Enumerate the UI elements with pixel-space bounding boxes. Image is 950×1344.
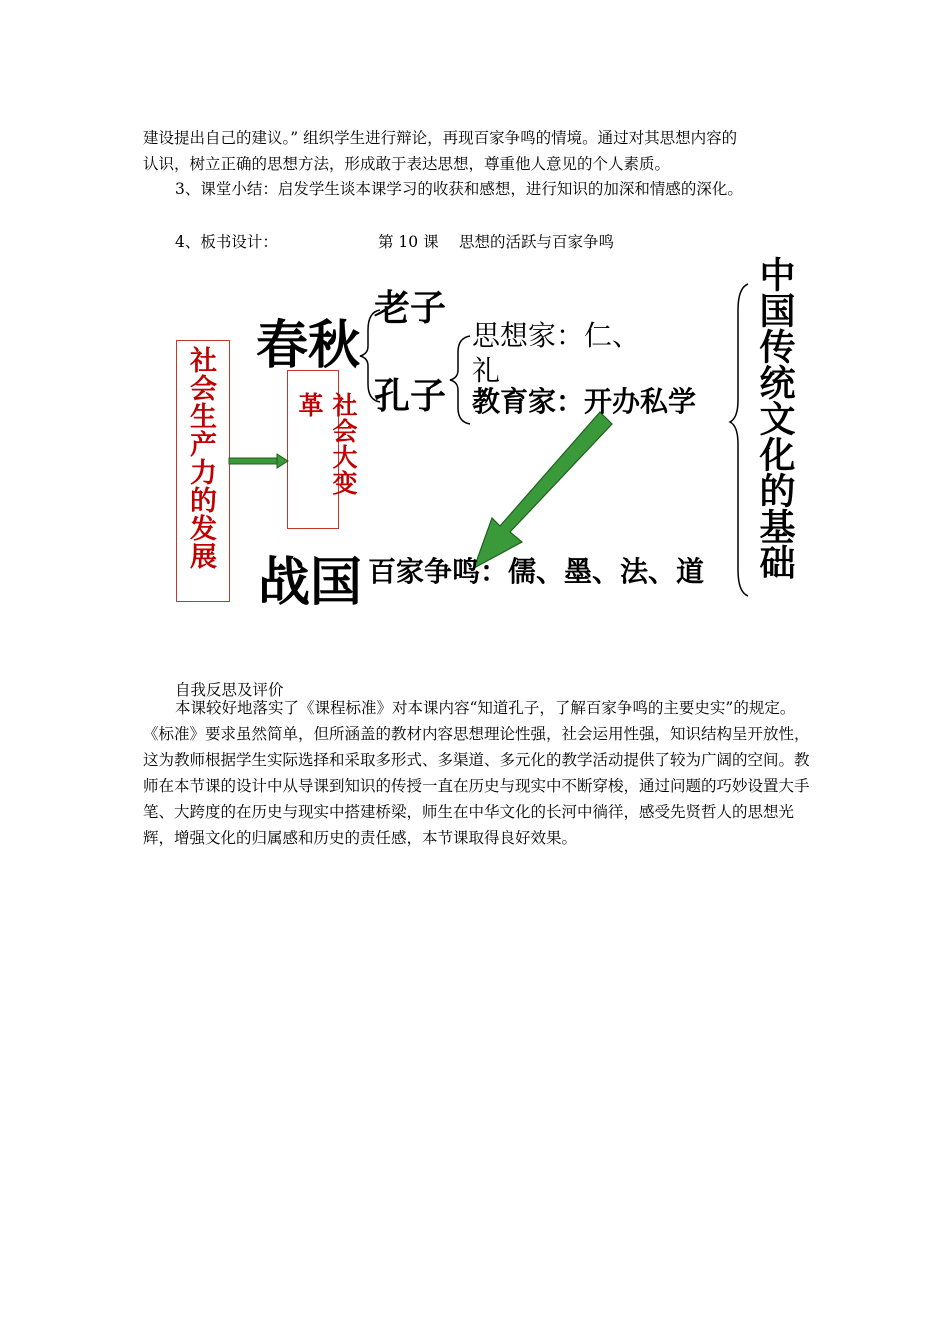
kongzi-brace — [450, 336, 470, 424]
lesson-summary-line: 3、课堂小结：启发学生谈本课学习的收获和感想，进行知识的加深和情感的深化。 — [175, 180, 743, 198]
social-change-text: 社会大变 — [329, 392, 358, 496]
culture-foundation-text: 中国传统文化的基础 — [754, 256, 795, 580]
culture-brace — [730, 284, 748, 596]
reflection-heading: 自我反思及评价 — [175, 681, 284, 699]
kongzi-label: 孔子 — [374, 376, 447, 417]
paragraph-line: 建设提出自己的建议。” 组织学生进行辩论，再现百家争鸣的情境。通过对其思想内容的 — [143, 129, 738, 147]
private-school-arrow — [474, 412, 612, 568]
zhanguo-label: 战国 — [258, 553, 363, 613]
paragraph-line: 认识，树立正确的思想方法，形成敢于表达思想，尊重他人意见的个人素质。 — [143, 155, 671, 173]
productivity-arrow — [229, 454, 288, 468]
reflection-body: 本课较好地落实了《课程标准》对本课内容“知道孔子，了解百家争鸣的主要史实”的规定。《标准》要求虽然简单，但所涵盖的教材内容思想理论性强，社会运用性强，知识结构呈开放性，这为教师根据学生实际选择和采取多形式、多渠道、多元化的教学活动提供了较为广阔的空间。教师在本节课的设计中从导课到知识的传授一直在历史与现实中不断穿梭，通过问题的巧妙设置大手笔、大跨度的在历史与现实中搭建桥梁，师生在中华文化的长河中徜徉，感受先贤哲人的思想光辉，增强文化的归属感和历史的责任感，本节课取得良好效果。 — [143, 699, 810, 847]
lesson-title: 第 10 课 思想的活跃与百家争鸣 — [378, 233, 615, 251]
thinker-label: 思想家：仁、 — [472, 319, 641, 352]
thinker-label-cont: 礼 — [472, 354, 501, 387]
productivity-text: 社会生产力的发展 — [185, 346, 216, 570]
laozi-label: 老子 — [374, 288, 447, 329]
baijia-label: 百家争鸣：儒、墨、法、道 — [368, 555, 705, 588]
educator-label: 教育家：开办私学 — [472, 385, 697, 418]
social-change-char: 革 — [295, 392, 324, 418]
chunqiu-label: 春秋 — [256, 316, 361, 376]
board-design-label: 4、板书设计： — [175, 233, 278, 251]
